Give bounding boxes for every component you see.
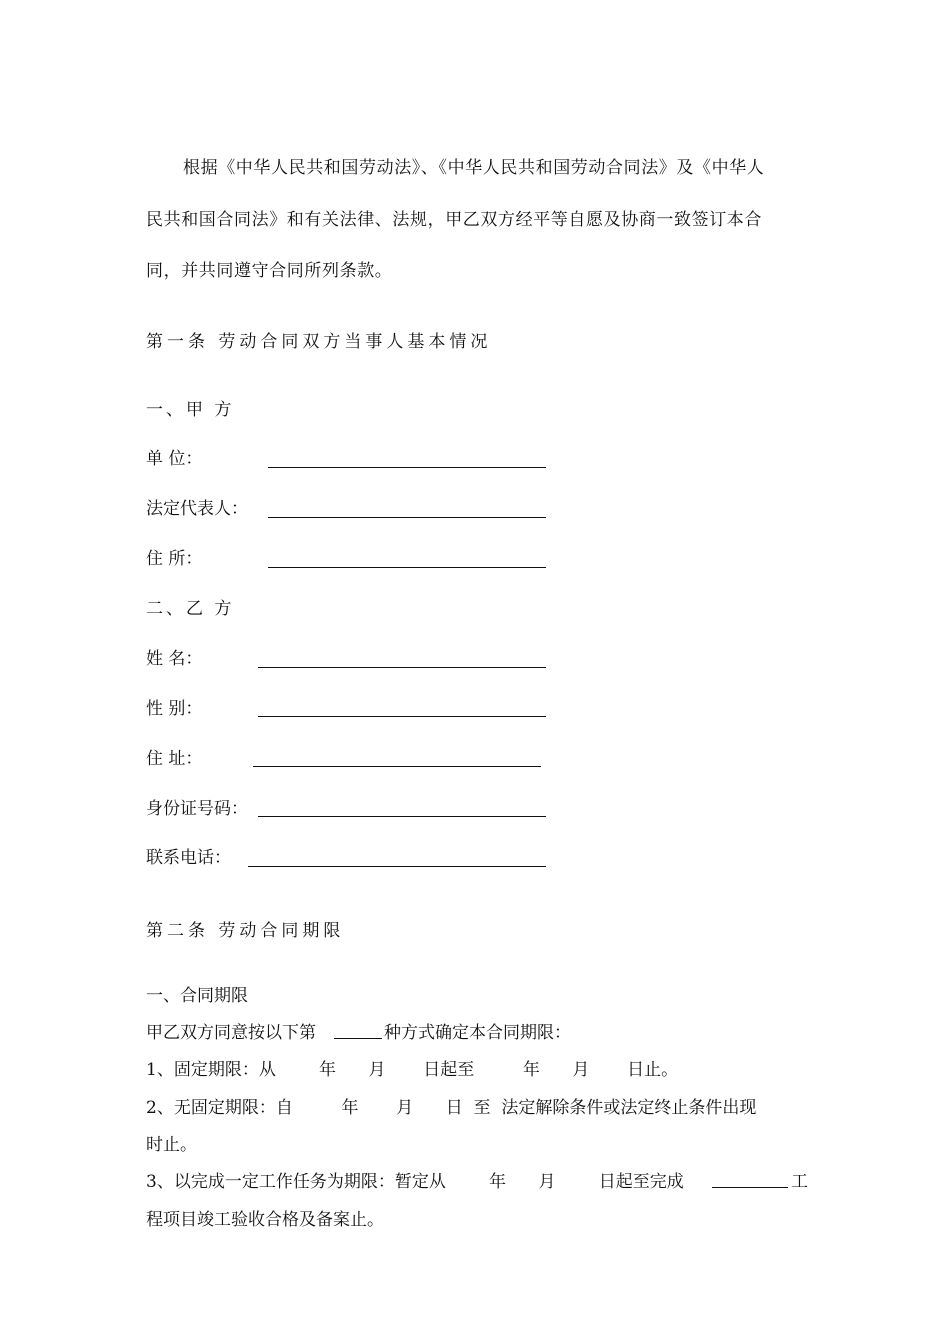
option-task-term-prefix: 3、以完成一定工作任务为期限：暂定从 年 月 日起至完成 [146,1172,684,1192]
gender-field[interactable] [258,716,546,717]
name-label: 姓 名： [146,649,203,669]
option-fixed-term: 1、固定期限：从 年 月 日起至 年 月 日止。 [146,1060,679,1080]
gender-label: 性 别： [146,699,203,719]
party-b-heading: 二、乙 方 [146,599,235,619]
agree-suffix: 种方式确定本合同期限： [384,1023,571,1043]
id-number-field[interactable] [258,816,546,817]
unit-field[interactable] [268,467,546,468]
residence-field[interactable] [268,567,546,568]
option-task-term-suffix: 工 [791,1172,808,1192]
intro-line-3: 同，并共同遵守合同所列条款。 [146,261,393,281]
method-number-field[interactable] [334,1038,382,1039]
contract-term-heading: 一、合同期限 [146,986,248,1006]
project-name-field[interactable] [712,1187,788,1188]
residence-label: 住 所： [146,549,203,569]
option-task-term-line-2: 程项目竣工验收合格及备案止。 [146,1210,384,1230]
intro-line-2: 民共和国合同法》和有关法律、法规，甲乙双方经平等自愿及协商一致签订本合 [146,210,762,230]
legal-rep-field[interactable] [268,517,546,518]
article-1-title: 第一条 劳动合同双方当事人基本情况 [146,332,492,352]
id-number-label: 身份证号码： [146,799,248,819]
phone-label: 联系电话： [146,848,231,868]
article-2-title: 第二条 劳动合同期限 [146,921,345,941]
intro-line-1: 根据《中华人民共和国劳动法》、《中华人民共和国劳动合同法》及《中华人 [183,158,765,178]
option-open-term-line-2: 时止。 [146,1135,197,1155]
agree-prefix: 甲乙双方同意按以下第 [146,1023,316,1043]
legal-rep-label: 法定代表人： [146,499,248,519]
phone-field[interactable] [248,866,546,867]
unit-label: 单 位： [146,449,203,469]
party-a-heading: 一、甲 方 [146,400,235,420]
name-field[interactable] [258,667,546,668]
address-label: 住 址： [146,749,203,769]
option-open-term-line-1: 2、无固定期限：自 年 月 日 至 法定解除条件或法定终止条件出现 [146,1098,757,1118]
address-field[interactable] [253,766,541,767]
